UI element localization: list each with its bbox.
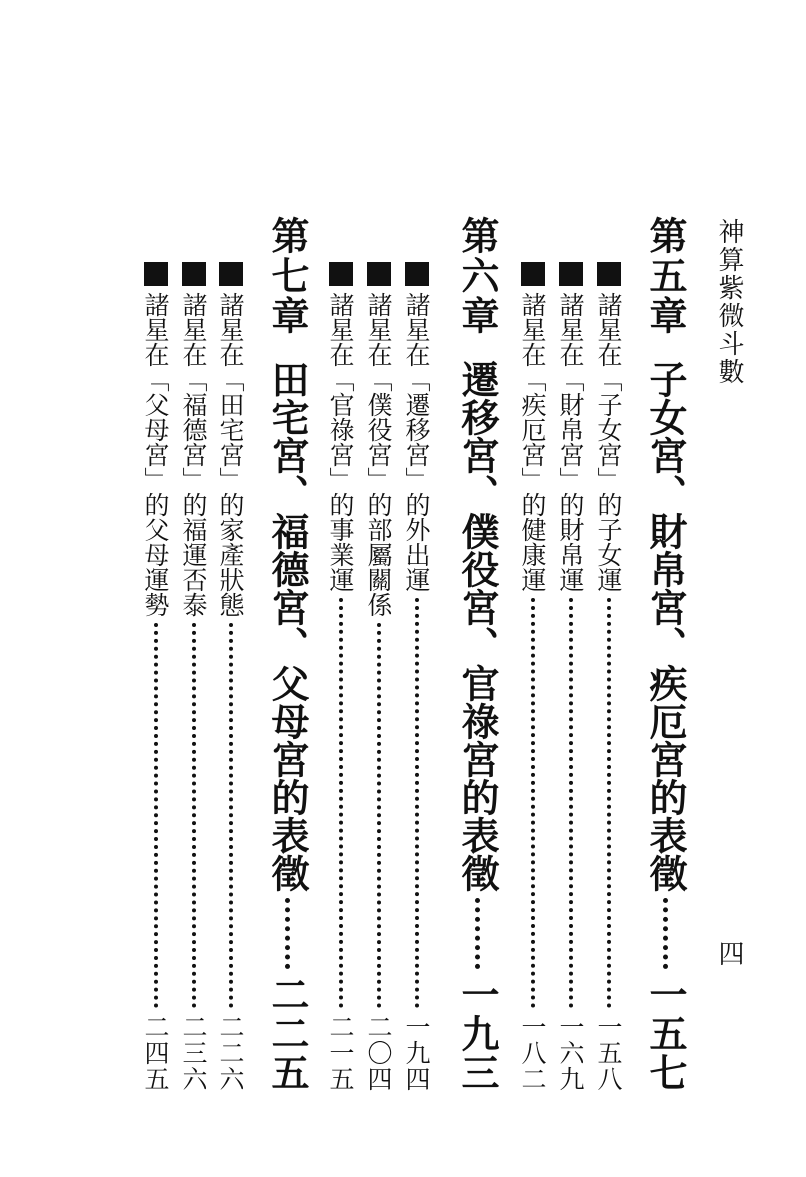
entry-title: 諸星在「官祿宮」的事業運 xyxy=(326,292,355,592)
toc-entry[interactable] xyxy=(596,262,621,1092)
dot-leader xyxy=(607,598,611,1008)
entry-page: 二三六 xyxy=(179,1014,208,1092)
dot-leader xyxy=(339,598,343,1008)
chapter-label: 第七章 xyxy=(265,216,309,336)
chapter-title: 田宅宮、福德宮、父母宮的表徵 xyxy=(265,360,309,892)
chapter-page: 一五七 xyxy=(643,975,687,1092)
dot-leader xyxy=(154,623,158,1008)
toc-chapter-5[interactable] xyxy=(643,216,687,1092)
toc-entry[interactable] xyxy=(366,262,391,1092)
dot-leader xyxy=(377,623,381,1008)
entry-page: 一八二 xyxy=(518,1014,547,1092)
dot-leader xyxy=(229,623,233,1008)
dot-leader xyxy=(192,623,196,1008)
dot-leader xyxy=(415,598,419,1008)
entry-page: 一五八 xyxy=(594,1014,623,1092)
bullet-square-icon xyxy=(219,262,243,286)
entry-page: 二二六 xyxy=(216,1014,245,1092)
dot-leader xyxy=(569,598,573,1008)
entry-title: 諸星在「父母宮」的父母運勢 xyxy=(141,292,170,617)
entry-page: 二〇四 xyxy=(364,1014,393,1092)
dot-leader xyxy=(475,898,480,969)
entry-page: 二四五 xyxy=(141,1014,170,1092)
bullet-square-icon xyxy=(367,262,391,286)
toc-entry[interactable] xyxy=(181,262,206,1092)
page-number: 四 xyxy=(714,940,744,966)
chapter-title: 子女宮、財帛宮、疾厄宮的表徵 xyxy=(643,360,687,892)
chapter-page: 二二五 xyxy=(265,975,309,1092)
bullet-square-icon xyxy=(182,262,206,286)
dot-leader xyxy=(531,598,535,1008)
bullet-square-icon xyxy=(597,262,621,286)
entry-title: 諸星在「福德宮」的福運否泰 xyxy=(179,292,208,617)
entry-page: 二一五 xyxy=(326,1014,355,1092)
entry-page: 一九四 xyxy=(402,1014,431,1092)
toc-entry[interactable] xyxy=(520,262,545,1092)
toc-entry[interactable] xyxy=(143,262,168,1092)
entry-title: 諸星在「財帛宮」的財帛運 xyxy=(556,292,585,592)
bullet-square-icon xyxy=(559,262,583,286)
running-head: 神算紫微斗數 xyxy=(714,218,744,386)
toc-chapter-7[interactable] xyxy=(265,216,309,1092)
entry-title: 諸星在「遷移宮」的外出運 xyxy=(402,292,431,592)
chapter-page: 一九三 xyxy=(455,975,499,1092)
bullet-square-icon xyxy=(405,262,429,286)
chapter-label: 第六章 xyxy=(455,216,499,336)
bullet-square-icon xyxy=(521,262,545,286)
dot-leader xyxy=(663,898,668,969)
bullet-square-icon xyxy=(329,262,353,286)
toc-chapter-6[interactable] xyxy=(455,216,499,1092)
entry-title: 諸星在「疾厄宮」的健康運 xyxy=(518,292,547,592)
chapter-label: 第五章 xyxy=(643,216,687,336)
dot-leader xyxy=(285,898,290,969)
toc-entry[interactable] xyxy=(404,262,429,1092)
entry-title: 諸星在「僕役宮」的部屬關係 xyxy=(364,292,393,617)
toc-entry[interactable] xyxy=(558,262,583,1092)
toc-entry[interactable] xyxy=(218,262,243,1092)
toc-entry[interactable] xyxy=(328,262,353,1092)
bullet-square-icon xyxy=(144,262,168,286)
chapter-title: 遷移宮、僕役宮、官祿宮的表徵 xyxy=(455,360,499,892)
entry-title: 諸星在「子女宮」的子女運 xyxy=(594,292,623,592)
entry-title: 諸星在「田宅宮」的家產狀態 xyxy=(216,292,245,617)
entry-page: 一六九 xyxy=(556,1014,585,1092)
